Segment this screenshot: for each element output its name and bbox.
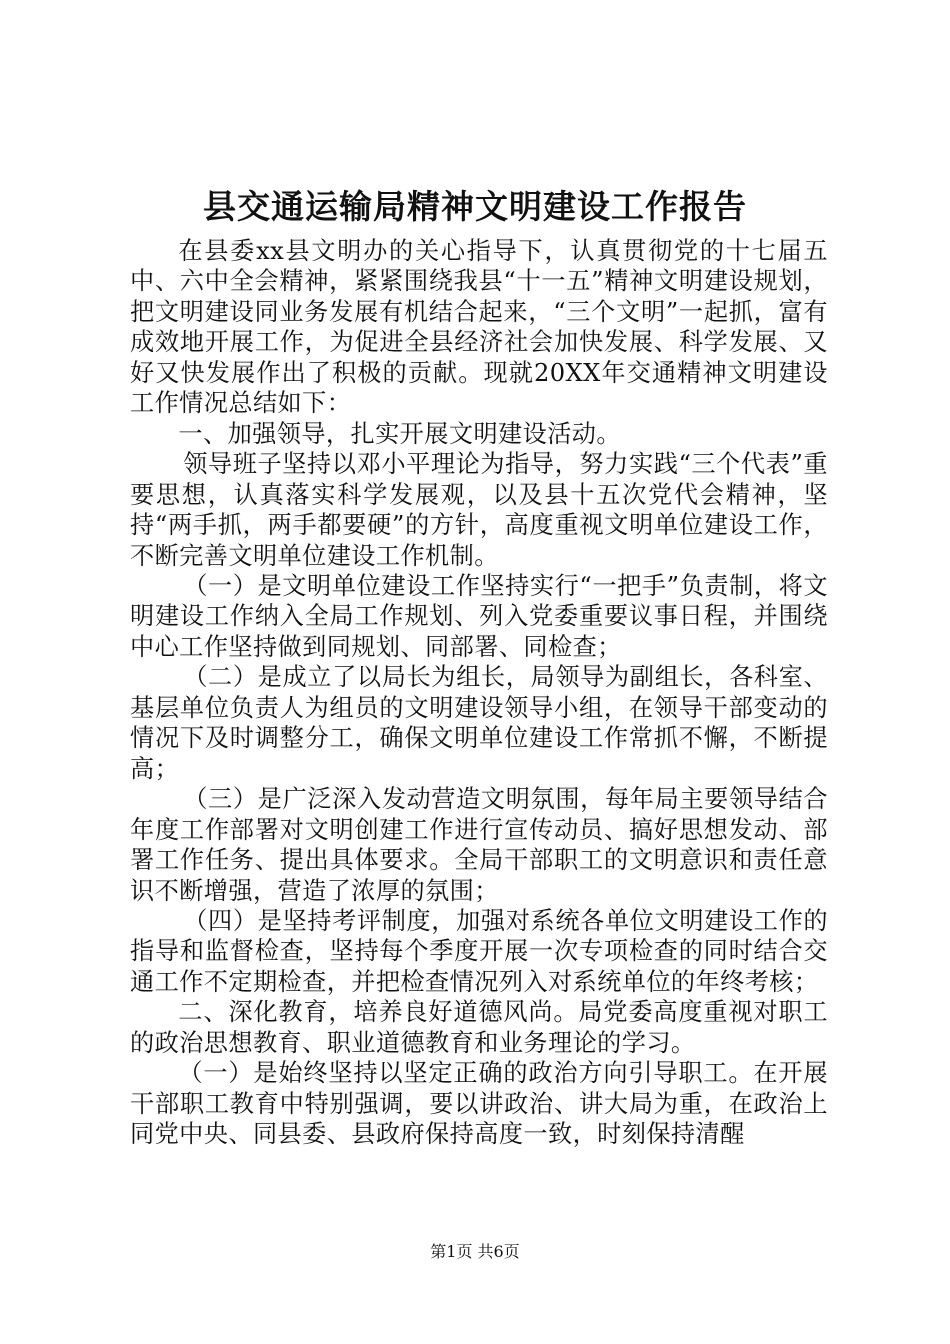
document-body <box>130 236 828 1150</box>
paragraph-item-3: （三）是广泛深入发动营造文明氛围，每年局主要领导结合年度工作部署对文明创建工作进行宣传动员、搞好思想发动、部署工作任务、提出具体要求。全局干部职工的文明意识和责任意识不断增强，营造了浓厚的氛围； <box>130 785 828 905</box>
document-title: 县交通运输局精神文明建设工作报告 <box>203 187 747 226</box>
paragraph-item-2: （二）是成立了以局长为组长，局领导为副组长，各科室、基层单位负责人为组员的文明建设领导小组，在领导干部变动的情况下及时调整分工，确保文明单位建设工作常抓不懈，不断提高； <box>130 663 828 783</box>
paragraph-leadership: 领导班子坚持以邓小平理论为指导，努力实践“三个代表”重要思想，认真落实科学发展观，以及县十五次党代会精神，坚持“两手抓，两手都要硬”的方针，高度重视文明单位建设工作，不断完善文明单位建设工作机制。 <box>130 450 828 570</box>
paragraph-item-5: （一）是始终坚持以坚定正确的政治方向引导职工。在开展干部职工教育中特别强调，要以讲政治、讲大局为重，在政治上同党中央、同县委、县政府保持高度一致，时刻保持清醒 <box>130 1059 828 1149</box>
paragraph-intro: 在县委xx县文明办的关心指导下，认真贯彻党的十七届五中、六中全会精神，紧紧围绕我县“十一五”精神文明建设规划，把文明建设同业务发展有机结合起来，“三个文明”一起抓，富有成效地开展工作，为促进全县经济社会加快发展、科学发展、又好又快发展作出了积极的贡献。现就20XX年交通精神文明建设工作情况总结如下： <box>130 237 828 418</box>
section-heading-2: 二、深化教育，培养良好道德风尚。局党委高度重视对职工的政治思想教育、职业道德教育和业务理论的学习。 <box>130 998 828 1057</box>
paragraph-item-1: （一）是文明单位建设工作坚持实行“一把手”负责制，将文明建设工作纳入全局工作规划、列入党委重要议事日程，并围绕中心工作坚持做到同规划、同部署、同检查； <box>130 571 828 661</box>
page-number-footer: 第1页 共6页 <box>430 1242 520 1261</box>
section-heading-1: 一、加强领导，扎实开展文明建设活动。 <box>178 419 621 448</box>
paragraph-item-4: （四）是坚持考评制度，加强对系统各单位文明建设工作的指导和监督检查，坚持每个季度开展一次专项检查的同时结合交通工作不定期检查，并把检查情况列入对系统单位的年终考核； <box>130 906 828 996</box>
